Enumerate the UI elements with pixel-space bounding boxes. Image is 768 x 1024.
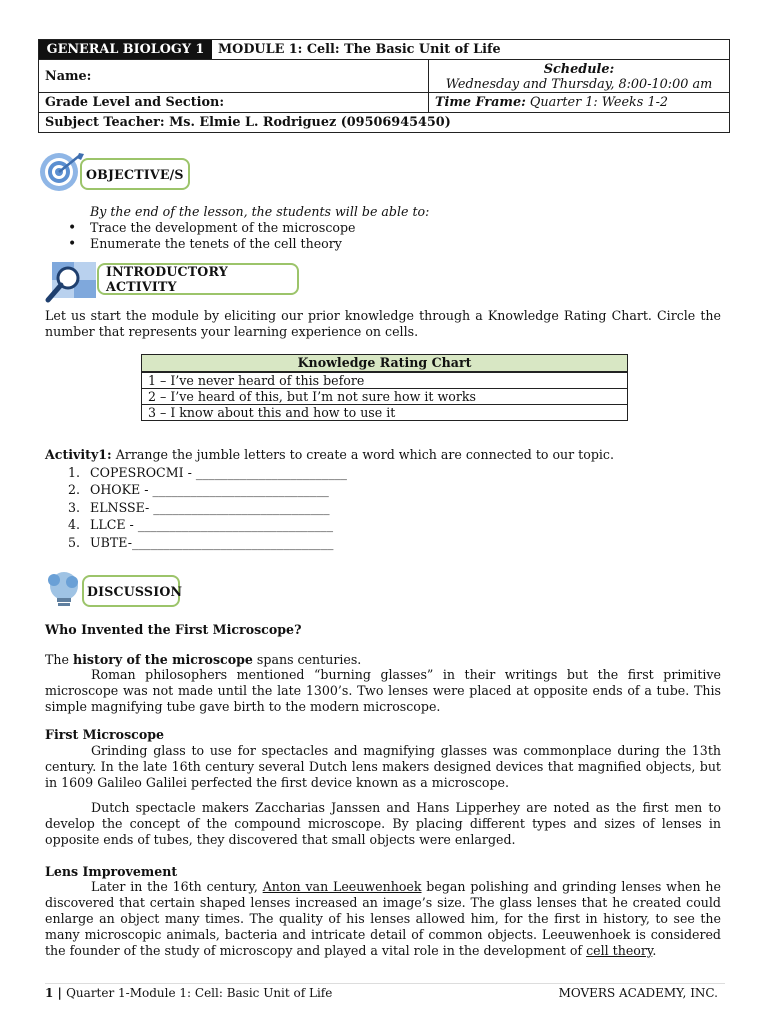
objective-item: • Enumerate the tenets of the cell theory — [68, 236, 356, 252]
course-title: GENERAL BIOLOGY 1 — [39, 40, 212, 59]
first-microscope-paragraph-2: Dutch spectacle makers Zaccharias Janssen and Hans Lipperhey are noted as the first men to develop the concept of the compound microscope. By placing different types and sizes of lenses in opposite ends of tubes, they discovered that small objects were enlarged. — [45, 800, 721, 847]
objectives-title: OBJECTIVE/S — [86, 166, 184, 182]
activity1-list — [68, 464, 347, 551]
magnifier-puzzle-icon — [44, 260, 100, 304]
timeframe-cell — [429, 93, 729, 112]
intro-activity-title: INTRODUCTORY ACTIVITY — [106, 264, 228, 294]
activity1-label: Activity1: — [45, 447, 112, 462]
timeframe-value: Quarter 1: Weeks 1-2 — [525, 95, 669, 110]
activity-item: 5. UBTE-________________________________ — [68, 534, 334, 550]
history-line: The history of the microscope spans centuries. — [45, 652, 362, 667]
schedule-label: Schedule: — [543, 62, 615, 77]
chart-title: Knowledge Rating Chart — [142, 355, 627, 372]
footer-title: Quarter 1-Module 1: Cell: Basic Unit of Life — [66, 986, 333, 1000]
activity-item: 3. ELNSSE- ____________________________ — [68, 499, 330, 515]
activity-item: 2. OHOKE - ____________________________ — [68, 482, 329, 498]
name-label: Name: — [39, 60, 429, 92]
objectives-badge — [80, 158, 190, 190]
chart-row: 2 – I’ve heard of this, but I’m not sure how it works — [142, 388, 627, 404]
discussion-badge — [82, 575, 183, 607]
grade-label: Grade Level and Section: — [39, 93, 429, 112]
activity-item: 4. LLCE - _______________________________ — [68, 517, 334, 533]
page-number: 1 — [45, 986, 54, 1000]
timeframe-label: Time Frame: — [435, 95, 526, 110]
lens-improvement-paragraph: Later in the 16th century, Anton van Leeuwenhoek began polishing and grinding lenses when he discovered that certain shaped lenses increased an image’s size. The glass lenses that he created could enlarge an object many times. The quality of his lenses allowed him, for the first in history, to see the many microscopic animals, bacteria and intricate detail of common objects. Leeuwenhoek is considered the founder of the study of microscopy and played a vital role in the development of cell theory. — [45, 879, 721, 958]
activity1-line — [45, 447, 721, 463]
header-table — [38, 39, 730, 133]
module-title: MODULE 1: Cell: The Basic Unit of Life — [218, 42, 501, 57]
first-microscope-paragraph-1: Grinding glass to use for spectacles and magnifying glasses was commonplace during the 13th century. In the late 16th century several Dutch lens makers designed devices that magnified objects, but in 1609 Galileo Galilei perfected the first device known as a microscope. — [45, 743, 721, 790]
objectives-list — [68, 220, 356, 252]
footer-divider — [45, 983, 725, 984]
intro-activity-text: Let us start the module by eliciting our prior knowledge through a Knowledge Rating Chart. Circle the number that represents your learning experience on cells. — [45, 308, 721, 339]
target-icon — [37, 152, 85, 192]
first-microscope-heading: First Microscope — [45, 727, 165, 742]
leeuwenhoek-link[interactable]: Anton van Leeuwenhoek — [262, 879, 422, 894]
knowledge-rating-chart — [141, 354, 628, 421]
discussion-question: Who Invented the First Microscope? — [45, 622, 302, 637]
teacher-line: Subject Teacher: Ms. Elmie L. Rodriguez (09506945450) — [45, 115, 451, 130]
schedule-cell — [429, 60, 729, 92]
cell-theory-link[interactable]: cell theory — [586, 943, 653, 958]
discussion-title: DISCUSSION — [87, 583, 183, 599]
roman-paragraph: Roman philosophers mentioned “burning glasses” in their writings but the first primitive microscope was not made until the late 1300’s. Two lenses were placed at opposite ends of a tube. This simple magnifying tube gave birth to the modern microscope. — [45, 667, 721, 714]
footer-org: MOVERS ACADEMY, INC. — [558, 986, 718, 1000]
intro-activity-badge — [97, 263, 299, 295]
activity-item: 1. COPESROCMI - ________________________ — [68, 465, 347, 480]
chart-row: 1 – I’ve never heard of this before — [142, 372, 627, 388]
lens-improvement-heading: Lens Improvement — [45, 864, 178, 879]
activity1-instruction: Arrange the jumble letters to create a word which are connected to our topic. — [111, 447, 614, 462]
footer-left: 1 | Quarter 1-Module 1: Cell: Basic Unit of Life — [45, 986, 333, 1000]
objectives-intro: By the end of the lesson, the students will be able to: — [90, 204, 430, 219]
schedule-value: Wednesday and Thursday, 8:00-10:00 am — [445, 77, 713, 92]
chart-row: 3 – I know about this and how to use it — [142, 404, 627, 420]
objective-item: • Trace the development of the microscope — [68, 220, 356, 236]
